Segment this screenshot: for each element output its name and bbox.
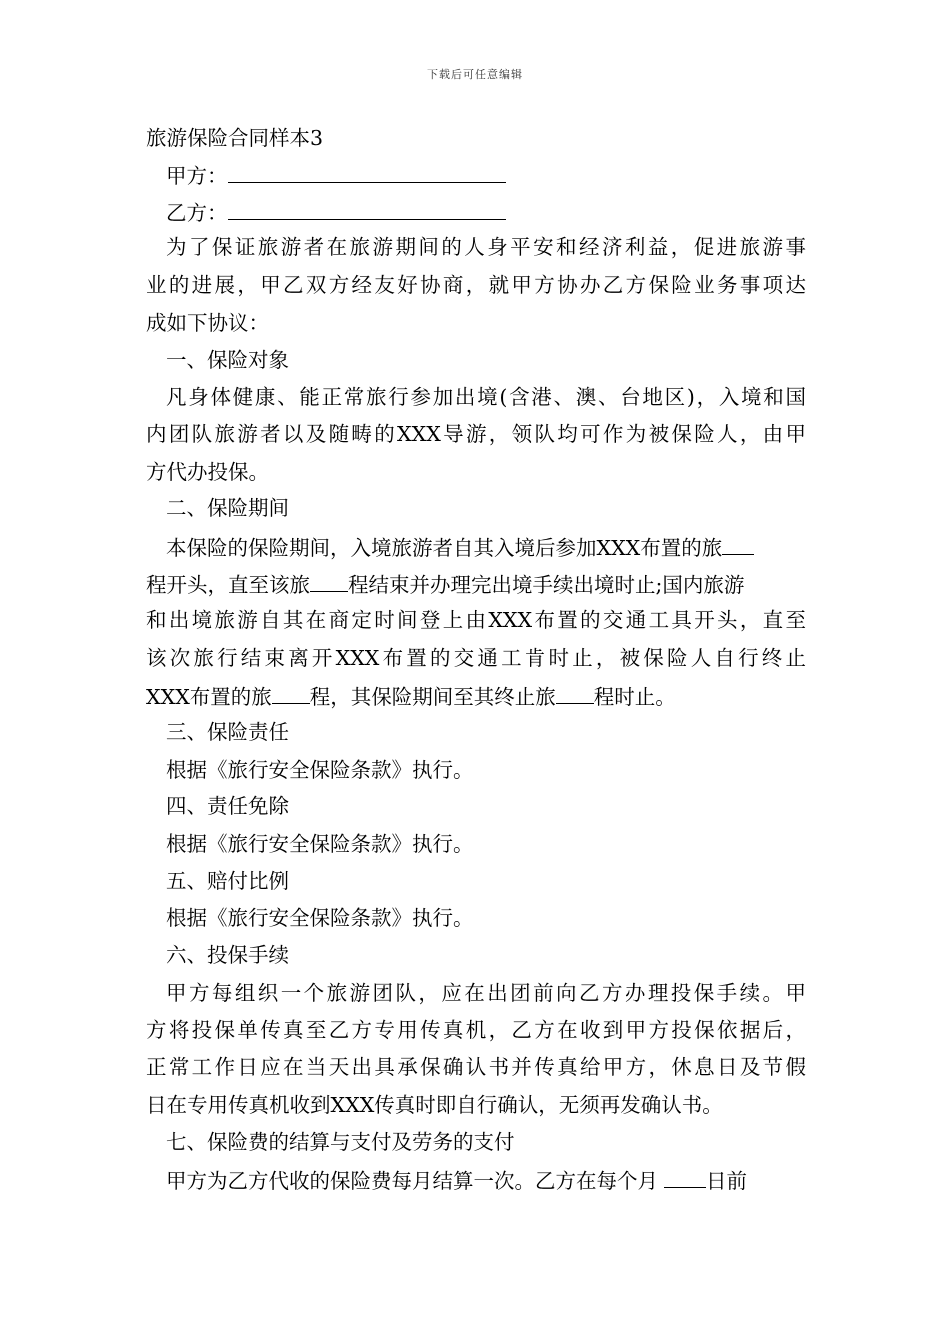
section-3-heading: 三、保险责任 xyxy=(166,720,289,744)
section-7-heading: 七、保险费的结算与支付及劳务的支付 xyxy=(166,1130,515,1154)
section-2-line-5-part-a: XXX布置的旅 xyxy=(146,685,272,709)
section-1-line-2: 内团队旅游者以及随畴的XXX导游，领队均可作为被保险人，由甲 xyxy=(146,422,806,446)
section-1-heading: 一、保险对象 xyxy=(166,348,289,372)
section-2-line-1 xyxy=(166,532,754,562)
section-4-body: 根据《旅行安全保险条款》执行。 xyxy=(166,832,474,856)
party-a-line xyxy=(166,160,506,190)
section-6-line-1: 甲方每组织一个旅游团队，应在出团前向乙方办理投保手续。甲 xyxy=(166,981,806,1005)
section-6-line-2: 方将投保单传真至乙方专用传真机，乙方在收到甲方投保依据后， xyxy=(146,1018,806,1042)
section-5-body: 根据《旅行安全保险条款》执行。 xyxy=(166,906,474,930)
fill-blank xyxy=(556,681,594,704)
party-a-blank xyxy=(228,160,506,183)
document-title: 旅游保险合同样本3 xyxy=(146,126,324,150)
intro-line-3: 成如下协议： xyxy=(146,311,269,335)
section-1-line-3: 方代办投保。 xyxy=(146,460,269,484)
intro-line-2: 业的进展，甲乙双方经友好协商，就甲方协办乙方保险业务事项达 xyxy=(146,273,806,297)
section-6-line-3: 正常工作日应在当天出具承保确认书并传真给甲方，休息日及节假 xyxy=(146,1055,806,1079)
section-5-heading: 五、赔付比例 xyxy=(166,869,289,893)
section-3-body: 根据《旅行安全保险条款》执行。 xyxy=(166,758,474,782)
fill-blank xyxy=(310,569,348,592)
section-2-line-5-part-b: 程，其保险期间至其终止旅 xyxy=(309,685,556,709)
section-2-line-5-part-c: 程时止。 xyxy=(593,685,676,709)
fill-blank xyxy=(722,532,754,555)
section-2-line-2-part-b: 程结束并办理完出境手续出境时止;国内旅游 xyxy=(348,573,745,597)
intro-line-1: 为了保证旅游者在旅游期间的人身平安和经济利益，促进旅游事 xyxy=(166,235,806,259)
section-7-line-1-part-a: 甲方为乙方代收的保险费每月结算一次。乙方在每个月 xyxy=(166,1169,658,1193)
section-4-heading: 四、责任免除 xyxy=(166,794,289,818)
section-2-line-4: 该次旅行结束离开XXX布置的交通工肯时止，被保险人自行终止 xyxy=(146,646,806,670)
section-2-line-3: 和出境旅游自其在商定时间登上由XXX布置的交通工具开头，直至 xyxy=(146,608,806,632)
section-2-line-2-part-a: 程开头，直至该旅 xyxy=(146,573,310,597)
section-2-line-2 xyxy=(146,569,744,599)
section-7-line-1-part-b: 日前 xyxy=(706,1169,747,1193)
fill-blank xyxy=(664,1165,706,1188)
section-7-line-1 xyxy=(166,1165,747,1195)
party-b-label: 乙方： xyxy=(166,201,228,225)
section-2-line-5 xyxy=(146,681,676,711)
header-note: 下载后可任意编辑 xyxy=(427,68,523,81)
fill-blank xyxy=(272,681,310,704)
section-2-line-1-text: 本保险的保险期间，入境旅游者自其入境后参加XXX布置的旅 xyxy=(166,536,723,560)
section-6-line-4: 日在专用传真机收到XXX传真时即自行确认，无须再发确认书。 xyxy=(146,1093,723,1117)
section-2-heading: 二、保险期间 xyxy=(166,496,289,520)
section-1-line-1: 凡身体健康、能正常旅行参加出境(含港、澳、台地区)，入境和国 xyxy=(166,385,806,409)
party-b-blank xyxy=(228,197,506,220)
section-6-heading: 六、投保手续 xyxy=(166,943,289,967)
party-a-label: 甲方： xyxy=(166,164,228,188)
party-b-line xyxy=(166,197,506,227)
